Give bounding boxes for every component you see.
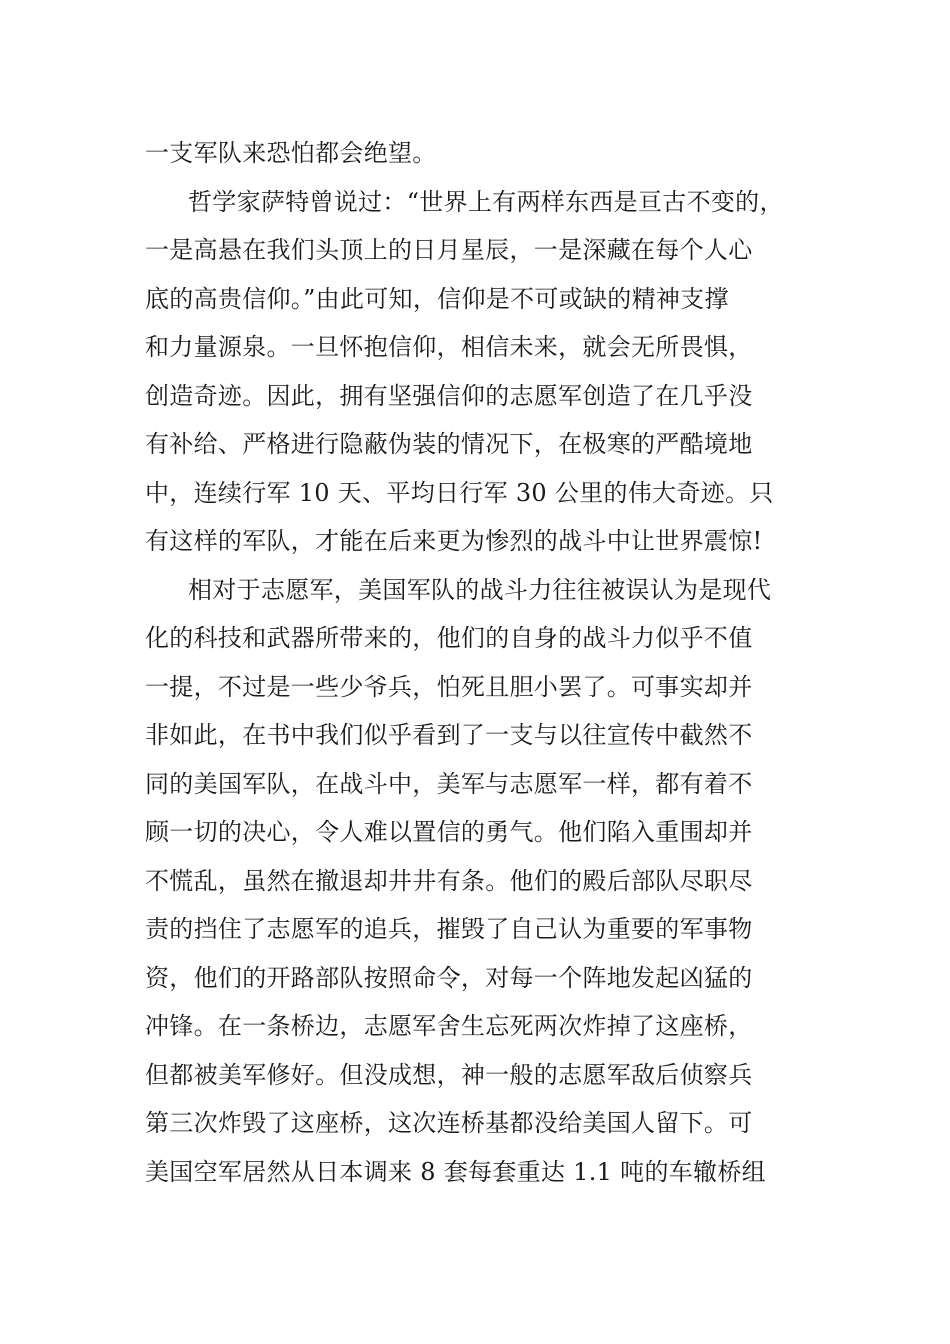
text-line: 有补给、严格进行隐蔽伪装的情况下，在极寒的严酷境地 xyxy=(145,430,753,458)
text-line: 责的挡住了志愿军的追兵，摧毁了自己认为重要的军事物 xyxy=(145,915,753,943)
text-line: 哲学家萨特曾说过：“世界上有两样东西是亘古不变的， xyxy=(188,187,784,216)
text-line: 创造奇迹。因此，拥有坚强信仰的志愿军创造了在几乎没 xyxy=(145,381,753,410)
text-line: 顾一切的决心，令人难以置信的勇气。他们陷入重围却并 xyxy=(145,818,753,846)
text-line: 有这样的军队，才能在后来更为惨烈的战斗中让世界震惊! xyxy=(145,527,763,555)
text-line: 不慌乱，虽然在撤退却井井有条。他们的殿后部队尽职尽 xyxy=(145,866,753,895)
text-line: 冲锋。在一条桥边，志愿军舍生忘死两次炸掉了这座桥， xyxy=(145,1012,753,1040)
text-line: 中，连续行军 10 天、平均日行军 30 公里的伟大奇迹。只 xyxy=(145,478,774,507)
text-line: 一是高悬在我们头顶上的日月星辰，一是深藏在每个人心 xyxy=(145,236,753,264)
text-line: 底的高贵信仰。”由此可知，信仰是不可或缺的精神支撑 xyxy=(145,284,729,313)
text-line: 但都被美军修好。但没成想，神一般的志愿军敌后侦察兵 xyxy=(145,1060,753,1089)
text-line: 非如此，在书中我们似乎看到了一支与以往宣传中截然不 xyxy=(145,721,753,749)
text-line: 一提，不过是一些少爷兵，怕死且胆小罢了。可事实却并 xyxy=(145,672,753,701)
text-line: 美国空军居然从日本调来 8 套每套重达 1.1 吨的车辙桥组 xyxy=(145,1157,766,1186)
text-line: 同的美国军队，在战斗中，美军与志愿军一样，都有着不 xyxy=(145,769,753,798)
text-line: 和力量源泉。一旦怀抱信仰，相信未来，就会无所畏惧， xyxy=(145,333,753,361)
text-line: 资，他们的开路部队按照命令，对每一个阵地发起凶猛的 xyxy=(145,963,753,992)
text-line: 第三次炸毁了这座桥，这次连桥基都没给美国人留下。可 xyxy=(145,1109,753,1137)
text-line: 相对于志愿军，美国军队的战斗力往往被误认为是现代 xyxy=(188,575,772,604)
body-text xyxy=(145,129,810,1196)
text-line: 一支军队来恐怕都会绝望。 xyxy=(145,139,437,167)
text-line: 化的科技和武器所带来的，他们的自身的战斗力似乎不值 xyxy=(145,624,753,652)
